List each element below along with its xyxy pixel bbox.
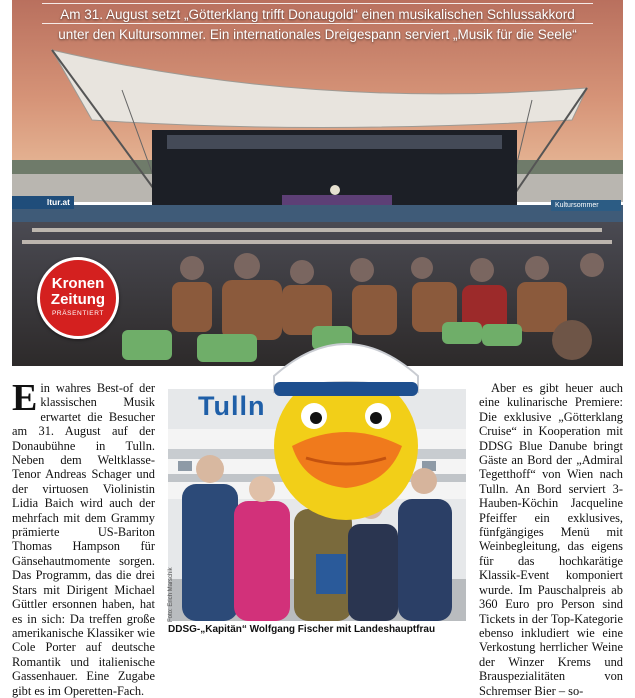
rubber-duck-balloon <box>256 318 436 523</box>
kronen-zeitung-badge <box>37 257 119 339</box>
venue-sign-left: ltur.at <box>12 196 74 209</box>
hero-headline-line1: Am 31. August setzt „Götterklang trifft Donaugold“ einen musikalischen Schlussakkord <box>60 7 575 22</box>
headline-rule-top <box>42 3 593 4</box>
dropcap: E <box>12 377 38 419</box>
article-right-text: Aber es gibt heuer auch eine kulinarische Premiere: Die exklusive „Götterklang Cruise“ in Kooperation mit DDSG Blue Danube bringt Gäste an Bord der „Admiral Tegetthoff“ von Wien nach Tulln. An Bord serviert 3-Hauben-Köchin Jacqueline Pfeiffer ein exklusives, fünfgängiges Menü mit Weinbegleitung, das eigens für das hochkarätige Klassik-Event komponiert wurde. Im Pauschalpreis ab 360 Euro pro Person sind Tickets in der Top-Kategorie ebenso inkludiert wie eine Verkostung herrlicher Weine der Winzer Krems und Brauspezialitäten von Schremser Bier – so- <box>479 381 623 698</box>
tulln-ship-sign: Tulln <box>198 391 266 421</box>
badge-line2: Zeitung <box>50 291 106 308</box>
badge-line1: Kronen <box>51 275 105 292</box>
photo-caption: DDSG-„Kapitän“ Wolfgang Fischer mit Landeshauptfrau <box>168 624 436 635</box>
article-left-text: in wahres Best-of der klassischen Musik erwartet die Besucher am 31. August auf der Donaubühne in Tulln. Neben dem Weltklasse-Tenor Andreas Schager und der virtuosen Violinistin Lidia Baich wird auch der mehrfach mit dem Grammy prämierte US-Bariton Thomas Hampson für Gänsehautmomente sorgen. Das Programm, das die drei Stars mit Dirigent Michael Güttler ersonnen haben, hat es in sich: Da treffen große amerikanische Klassiker wie Cole Porter auf deutsche Romantik und italienische Gassenhauer. Eine Zugabe gibt es im Operetten-Fach. <box>12 381 155 698</box>
article-column-left <box>12 377 155 698</box>
headline-rule-middle <box>42 23 593 24</box>
ddsg-photo-credit: Foto: Erich Marschik <box>168 567 174 622</box>
article-column-right <box>479 381 623 698</box>
badge-line3: PRÄSENTIERT <box>52 310 104 317</box>
hero-headline-line2: unter den Kultursommer. Ein internationales Dreigespann serviert „Musik für die Seele“ <box>58 27 577 42</box>
venue-sign-right: Kultursommer <box>551 200 621 211</box>
